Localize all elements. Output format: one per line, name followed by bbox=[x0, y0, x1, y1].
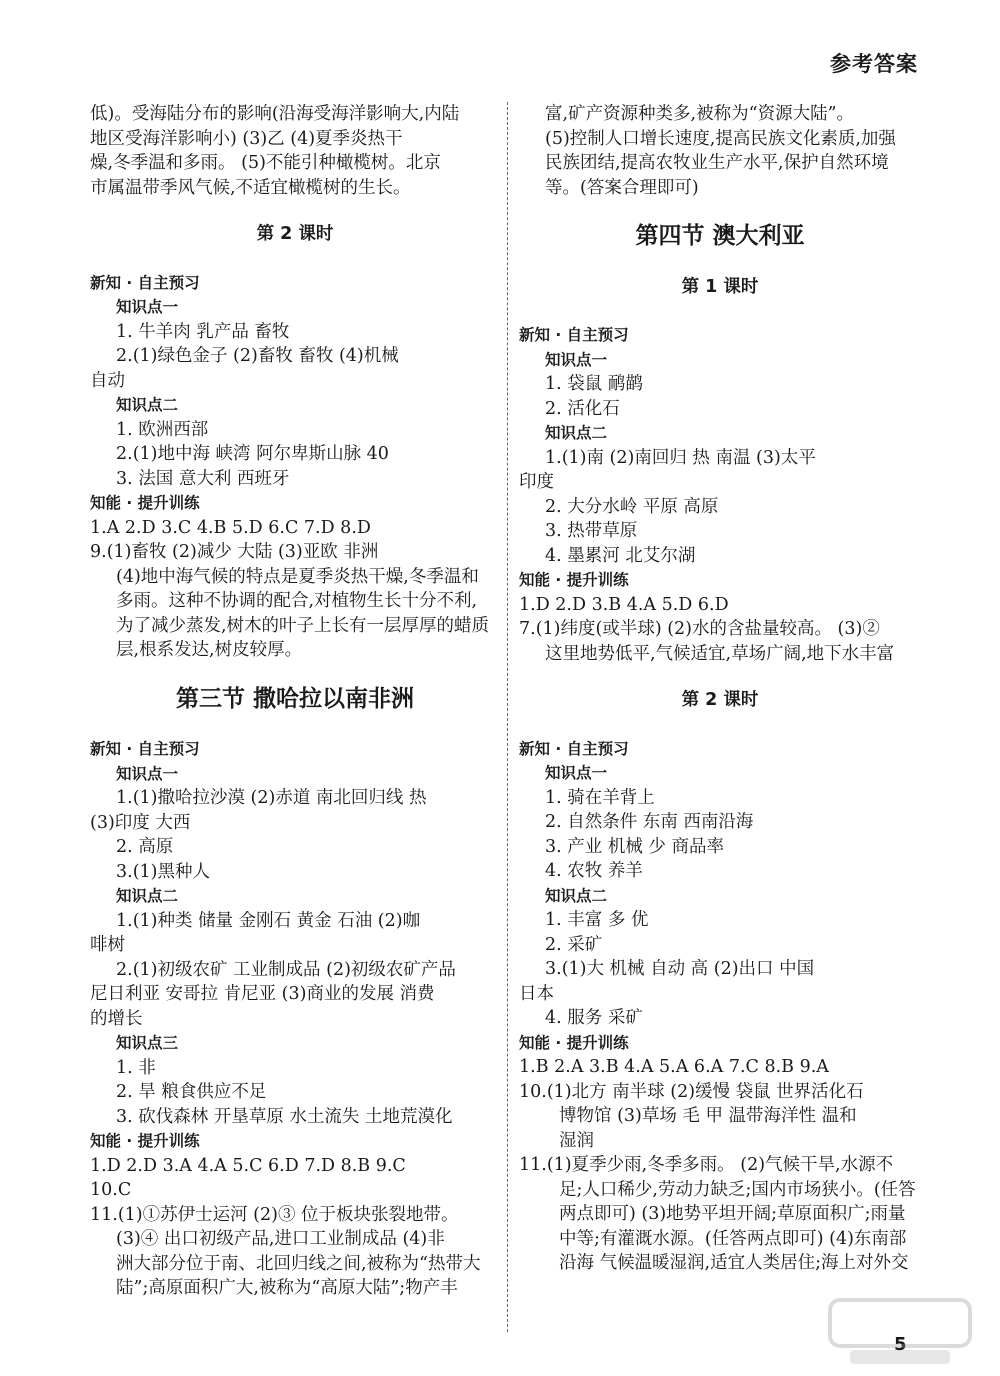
column-divider bbox=[507, 102, 508, 1332]
text-line: (5)控制人口增长速度,提高民族文化素质,加强 bbox=[545, 128, 896, 149]
text-line: 3. 法国 意大利 西班牙 bbox=[116, 468, 290, 489]
text-line: 2. 活化石 bbox=[545, 398, 620, 419]
text-line: 民族团结,提高农牧业生产水平,保护自然环境 bbox=[545, 153, 889, 173]
section-heading: 知能 · 提升训练 bbox=[519, 571, 629, 589]
text-line: (3)印度 大西 bbox=[90, 812, 191, 833]
text-line: 4. 墨累河 北艾尔湖 bbox=[545, 545, 696, 566]
text-line: 印度 bbox=[519, 472, 554, 492]
knowledge-point-heading: 知识点二 bbox=[545, 886, 608, 905]
text-line: (3)④ 出口初级产品,进口工业制成品 (4)非 bbox=[116, 1229, 445, 1249]
section-heading: 新知 · 自主预习 bbox=[519, 326, 629, 344]
text-line: 低)。受海陆分布的影响(沿海受海洋影响大,内陆 bbox=[90, 104, 460, 124]
text-line: 1.(1)撒哈拉沙漠 (2)赤道 南北回归线 热 bbox=[116, 788, 427, 808]
chapter-title: 第四节 澳大利亚 bbox=[635, 223, 805, 249]
page-number: 5 bbox=[894, 1334, 907, 1355]
watermark-logo-icon bbox=[820, 1290, 980, 1370]
text-line: 1.A 2.D 3.C 4.B 5.D 6.C 7.D 8.D bbox=[90, 517, 371, 538]
knowledge-point-heading: 知识点二 bbox=[116, 887, 179, 905]
section-heading: 知能 · 提升训练 bbox=[90, 494, 200, 512]
chapter-title: 第三节 撒哈拉以南非洲 bbox=[175, 685, 414, 712]
knowledge-point-heading: 知识点一 bbox=[545, 350, 608, 369]
text-line: 地区受海洋影响小) (3)乙 (4)夏季炎热干 bbox=[90, 128, 403, 149]
text-line: 等。(答案合理即可) bbox=[545, 177, 699, 198]
text-line: 2.(1)地中海 峡湾 阿尔卑斯山脉 40 bbox=[116, 444, 389, 464]
section-heading: 新知 · 自主预习 bbox=[90, 273, 200, 292]
section-heading: 知能 · 提升训练 bbox=[519, 1033, 629, 1052]
text-line: 9.(1)畜牧 (2)减少 大陆 (3)亚欧 非洲 bbox=[90, 542, 379, 562]
text-line: 2. 高原 bbox=[116, 837, 174, 857]
text-line: 中等;有灌溉水源。(任答两点即可) (4)东南部 bbox=[559, 1228, 907, 1249]
text-line: 3.(1)黑种人 bbox=[116, 861, 210, 882]
knowledge-point-heading: 知识点三 bbox=[116, 1034, 179, 1052]
text-line: 10.(1)北方 南半球 (2)缓慢 袋鼠 世界活化石 bbox=[519, 1081, 864, 1102]
lesson-title: 第 1 课时 bbox=[681, 276, 759, 297]
text-line: 啡树 bbox=[90, 935, 125, 955]
section-heading: 新知 · 自主预习 bbox=[90, 740, 200, 758]
text-line: 陆”;高原面积广大,被称为“高原大陆”;物产丰 bbox=[116, 1278, 458, 1298]
text-line: 1.D 2.D 3.B 4.A 5.D 6.D bbox=[519, 594, 729, 615]
text-line: 为了减少蒸发,树木的叶子上长有一层厚厚的蜡质 bbox=[116, 615, 490, 636]
text-line: 11.(1)①苏伊士运河 (2)③ 位于板块张裂地带。 bbox=[90, 1204, 459, 1225]
text-line: 两点即可) (3)地势平坦开阔;草原面积广;雨量 bbox=[559, 1204, 906, 1224]
text-line: 4. 服务 采矿 bbox=[545, 1008, 643, 1028]
text-line: 1.B 2.A 3.B 4.A 5.A 6.A 7.C 8.B 9.A bbox=[519, 1057, 829, 1077]
text-line: 2. 采矿 bbox=[545, 934, 603, 955]
text-line: 洲大部分位于南、北回归线之间,被称为“热带大 bbox=[116, 1253, 481, 1274]
text-line: 2.(1)绿色金子 (2)畜牧 畜牧 (4)机械 bbox=[116, 346, 399, 366]
text-line: 富,矿产资源种类多,被称为“资源大陆”。 bbox=[545, 104, 855, 124]
text-line: 1. 骑在羊背上 bbox=[545, 787, 655, 808]
section-heading: 新知 · 自主预习 bbox=[519, 739, 629, 758]
text-line: 1.(1)种类 储量 金刚石 黄金 石油 (2)咖 bbox=[116, 910, 421, 931]
text-line: 足;人口稀少,劳动力缺乏;国内市场狭小。(任答 bbox=[559, 1179, 916, 1200]
left-column bbox=[90, 102, 500, 1301]
text-line: 1. 欧洲西部 bbox=[116, 419, 209, 440]
text-line: 2. 旱 粮食供应不足 bbox=[116, 1082, 267, 1102]
text-line: 层,根系发达,树皮较厚。 bbox=[116, 640, 303, 660]
text-line: 1. 牛羊肉 乳产品 畜牧 bbox=[116, 321, 290, 342]
text-line: 3. 产业 机械 少 商品率 bbox=[545, 836, 724, 857]
text-line: 3. 砍伐森林 开垦草原 水土流失 土地荒漠化 bbox=[116, 1106, 453, 1127]
text-line: 4. 农牧 养羊 bbox=[545, 861, 643, 881]
text-line: 2. 自然条件 东南 西南沿海 bbox=[545, 812, 754, 832]
text-line: 1.D 2.D 3.A 4.A 5.C 6.D 7.D 8.B 9.C bbox=[90, 1155, 406, 1176]
text-line: 博物馆 (3)草场 毛 甲 温带海洋性 温和 bbox=[559, 1106, 857, 1126]
right-column bbox=[519, 102, 921, 1276]
text-line: 自动 bbox=[90, 370, 125, 391]
text-line: 沿海 气候温暖湿润,适宜人类居住;海上对外交 bbox=[559, 1253, 909, 1273]
text-line: 2.(1)初级农矿 工业制成品 (2)初级农矿产品 bbox=[116, 959, 456, 980]
text-line: 湿润 bbox=[559, 1130, 594, 1151]
text-line: 2. 大分水岭 平原 高原 bbox=[545, 496, 719, 517]
text-line: 多雨。这种不协调的配合,对植物生长十分不利, bbox=[116, 591, 478, 611]
page-header: 参考答案 bbox=[830, 52, 918, 76]
text-line: 的增长 bbox=[90, 1008, 143, 1029]
text-line: 日本 bbox=[519, 983, 554, 1004]
text-line: 燥,冬季温和多雨。 (5)不能引种橄榄树。北京 bbox=[90, 153, 441, 173]
text-line: 3. 热带草原 bbox=[545, 521, 638, 541]
text-line: 尼日利亚 安哥拉 肯尼亚 (3)商业的发展 消费 bbox=[90, 984, 435, 1004]
text-line: 10.C bbox=[90, 1180, 132, 1200]
text-line: (4)地中海气候的特点是夏季炎热干燥,冬季温和 bbox=[116, 566, 479, 587]
knowledge-point-heading: 知识点二 bbox=[545, 424, 608, 442]
text-line: 1. 丰富 多 优 bbox=[545, 910, 649, 930]
knowledge-point-heading: 知识点一 bbox=[116, 298, 179, 316]
text-line: 这里地势低平,气候适宜,草场广阔,地下水丰富 bbox=[545, 643, 895, 664]
text-line: 1. 袋鼠 鸸鹋 bbox=[545, 374, 643, 394]
knowledge-point-heading: 知识点二 bbox=[116, 396, 179, 414]
text-line: 11.(1)夏季少雨,冬季多雨。 (2)气候干旱,水源不 bbox=[519, 1155, 894, 1175]
text-line: 1.(1)南 (2)南回归 热 南温 (3)太平 bbox=[545, 447, 816, 468]
knowledge-point-heading: 知识点一 bbox=[116, 764, 179, 783]
knowledge-point-heading: 知识点一 bbox=[545, 764, 608, 782]
text-line: 市属温带季风气候,不适宜橄榄树的生长。 bbox=[90, 177, 411, 198]
text-line: 3.(1)大 机械 自动 高 (2)出口 中国 bbox=[545, 959, 815, 979]
text-line: 1. 非 bbox=[116, 1057, 156, 1078]
section-heading: 知能 · 提升训练 bbox=[90, 1132, 200, 1150]
lesson-title: 第 2 课时 bbox=[256, 224, 334, 244]
lesson-title: 第 2 课时 bbox=[681, 690, 759, 710]
text-line: 7.(1)纬度(或半球) (2)水的含盐量较高。 (3)② bbox=[519, 619, 880, 639]
